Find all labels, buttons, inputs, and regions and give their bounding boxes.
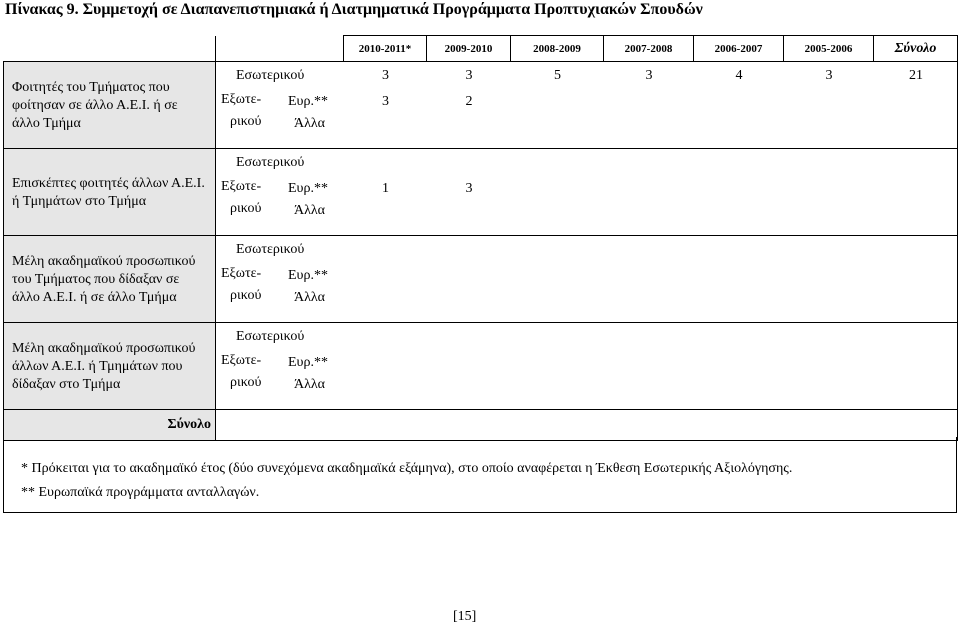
eur-label: Ευρ.**	[288, 355, 328, 370]
inner-label: Εσωτερικού	[236, 155, 305, 170]
eur-label: Ευρ.**	[288, 181, 328, 196]
row-label-text: Μέλη ακαδημαϊκού προσωπικού άλλων Α.Ε.Ι. ή Τμημάτων που δίδαξαν στο Τμήμα	[12, 341, 196, 392]
row-label	[4, 62, 216, 149]
inner-value: 3	[465, 68, 473, 83]
row-label-text: Μέλη ακαδημαϊκού προσωπικού του Τμήματος που δίδαξαν σε άλλο Α.Ε.Ι. ή σε άλλο Τμήμα	[12, 254, 196, 305]
outer-label-1: Εξωτε-	[221, 266, 262, 281]
table-row	[4, 236, 958, 323]
header-row	[4, 36, 958, 62]
table-row	[4, 323, 958, 410]
other-label: Άλλα	[294, 116, 326, 131]
year-header: 2009-2010	[427, 36, 511, 62]
inner-value: 5	[554, 68, 561, 83]
table-title: Πίνακας 9. Συμμετοχή σε Διαπανεπιστημιακά ή Διατμηματικά Προγράμματα Προπτυχιακών Σπουδών	[5, 1, 703, 18]
year-header: 2010-2011*	[344, 36, 427, 62]
other-label: Άλλα	[294, 290, 326, 305]
eur-value: 3	[382, 94, 389, 109]
outer-label-1: Εξωτε-	[221, 92, 262, 107]
inner-label: Εσωτερικού	[236, 242, 305, 257]
inner-value: 3	[382, 68, 389, 83]
outer-label-2: ρικού	[230, 375, 262, 390]
table-row	[4, 62, 958, 149]
participation-table	[3, 35, 958, 441]
eur-value: 2	[465, 94, 473, 109]
row-label	[4, 149, 216, 236]
sum-values	[216, 410, 958, 441]
eur-value: 3	[465, 181, 473, 196]
sum-label: Σύνολο	[4, 410, 216, 441]
row-data-area	[216, 149, 957, 235]
inner-total: 21	[909, 68, 923, 83]
inner-value: 4	[735, 68, 743, 83]
row-data-area	[216, 236, 957, 322]
year-header: 2006-2007	[694, 36, 784, 62]
header-blank	[4, 36, 216, 62]
eur-label: Ευρ.**	[288, 268, 328, 283]
outer-label-2: ρικού	[230, 288, 262, 303]
outer-label-2: ρικού	[230, 201, 262, 216]
sum-row	[4, 410, 958, 441]
row-label-text: Φοιτητές του Τμήματος που φοίτησαν σε άλλο Α.Ε.Ι. ή σε άλλο Τμήμα	[12, 80, 178, 131]
year-header: 2008-2009	[511, 36, 604, 62]
year-header: 2007-2008	[604, 36, 694, 62]
outer-label-1: Εξωτε-	[221, 179, 262, 194]
outer-label-2: ρικού	[230, 114, 262, 129]
row-label	[4, 323, 216, 410]
footnote-2: ** Ευρωπαϊκά προγράμματα ανταλλαγών.	[21, 485, 260, 500]
total-header: Σύνολο	[874, 36, 958, 62]
page-number: [15]	[453, 609, 477, 624]
header-blank-2	[216, 36, 344, 62]
table-row	[4, 149, 958, 236]
footnotes	[3, 437, 957, 513]
row-label-text: Επισκέπτες φοιτητές άλλων Α.Ε.Ι. ή Τμημάτων στο Τμήμα	[12, 176, 205, 209]
inner-label: Εσωτερικού	[236, 68, 305, 83]
row-data-area	[216, 62, 957, 148]
eur-value: 1	[382, 181, 389, 196]
inner-value: 3	[645, 68, 653, 83]
other-label: Άλλα	[294, 203, 326, 218]
eur-label: Ευρ.**	[288, 94, 328, 109]
row-label	[4, 236, 216, 323]
year-header: 2005-2006	[784, 36, 874, 62]
row-data-area	[216, 323, 957, 409]
outer-label-1: Εξωτε-	[221, 353, 262, 368]
footnote-1: * Πρόκειται για το ακαδημαϊκό έτος (δύο συνεχόμενα ακαδημαϊκά εξάμηνα), στο οποίο αναφέρεται η Έκθεση Εσωτερικής Αξιολόγησης.	[21, 461, 793, 476]
other-label: Άλλα	[294, 377, 326, 392]
inner-value: 3	[825, 68, 833, 83]
inner-label: Εσωτερικού	[236, 329, 305, 344]
